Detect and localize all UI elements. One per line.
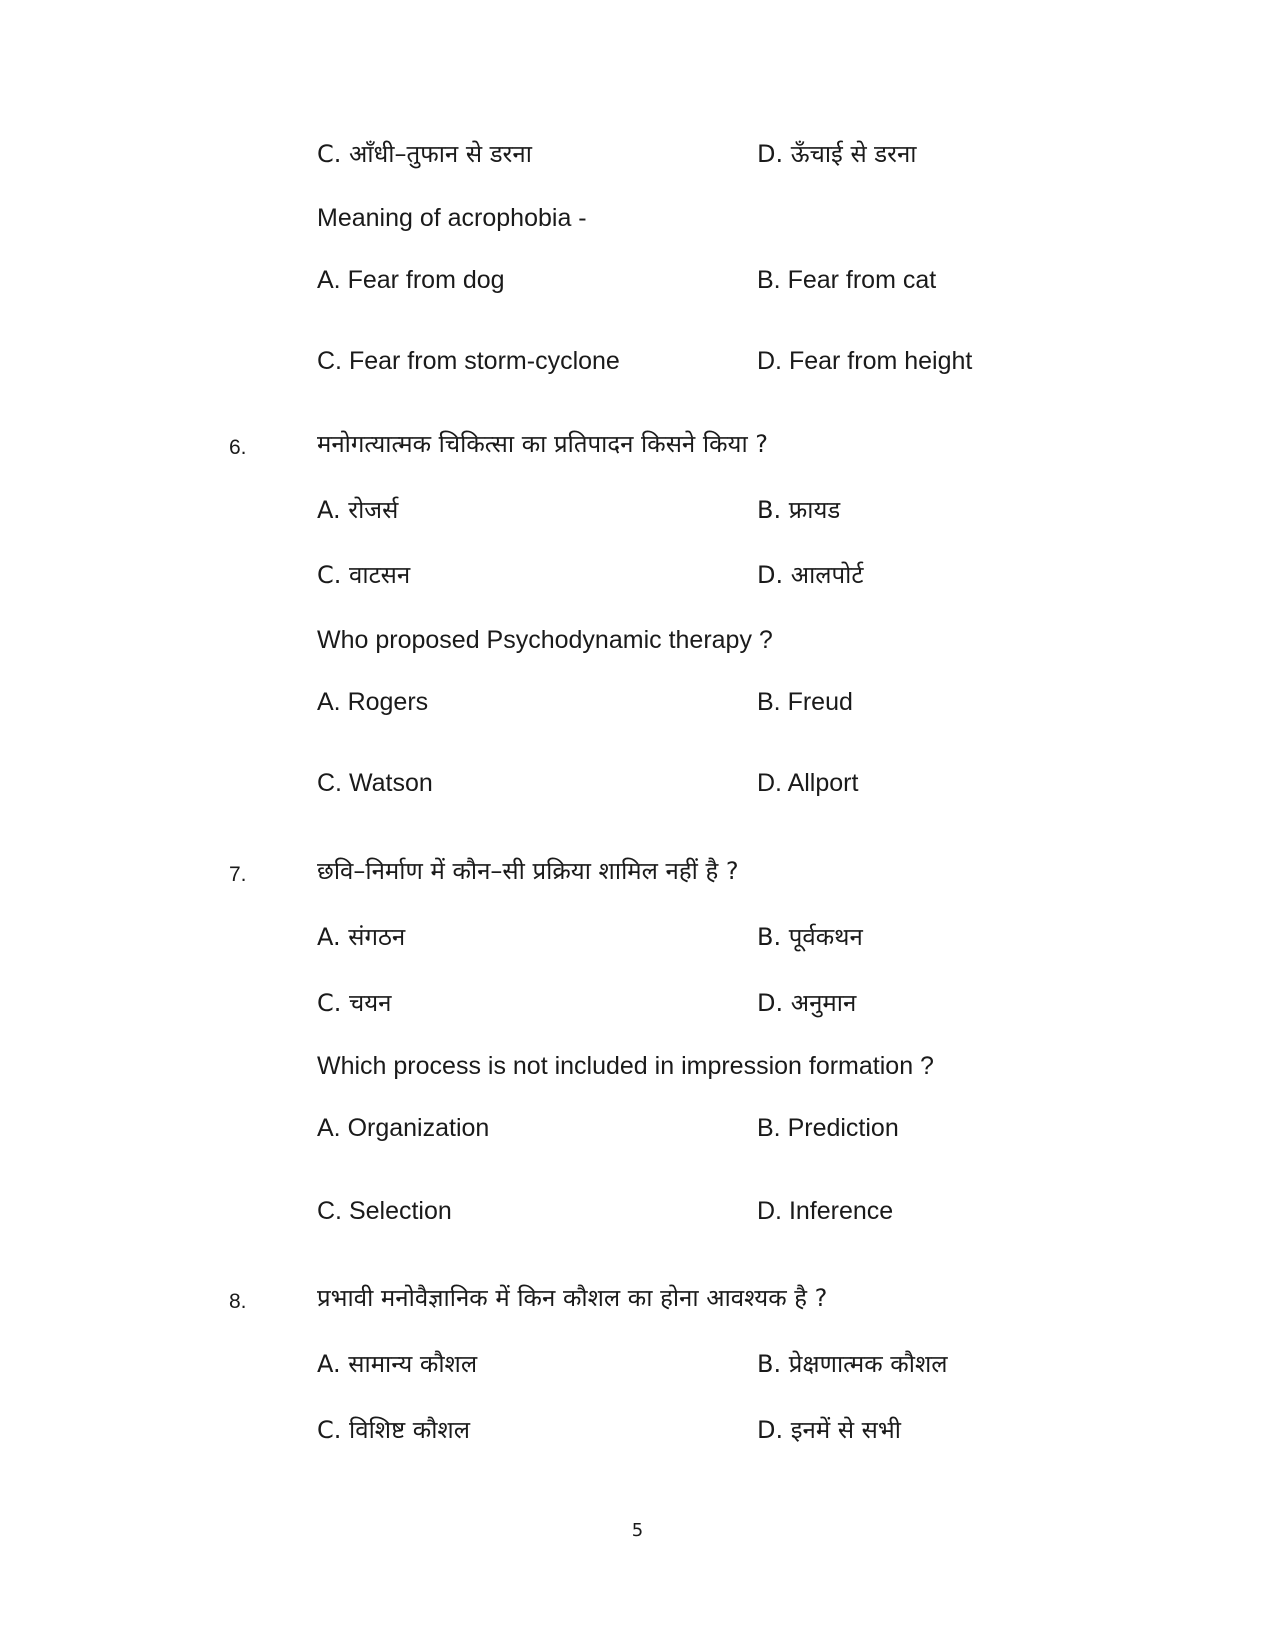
- q8-option-b-hindi: B. प्रेक्षणात्मक कौशल: [757, 1350, 948, 1378]
- q5-option-b-english: B. Fear from cat: [757, 266, 937, 294]
- q5-question-english: Meaning of acrophobia -: [317, 204, 587, 232]
- q8-option-c-hindi: C. विशिष्ट कौशल: [317, 1416, 470, 1444]
- question-7-hindi: छवि–निर्माण में कौन–सी प्रक्रिया शामिल नहीं है ?: [317, 857, 739, 885]
- q6-option-c-english: C. Watson: [317, 769, 433, 797]
- q6-option-d-english: D. Allport: [757, 769, 859, 797]
- page-number: 5: [631, 1520, 644, 1541]
- q5-option-c-hindi: C. आँधी–तुफान से डरना: [317, 140, 532, 168]
- q7-option-a-hindi: A. संगठन: [317, 923, 406, 951]
- q7-option-b-english: B. Prediction: [757, 1114, 899, 1142]
- q8-option-d-hindi: D. इनमें से सभी: [757, 1416, 901, 1444]
- q5-option-c-english: C. Fear from storm-cyclone: [317, 347, 620, 375]
- q5-option-a-english: A. Fear from dog: [317, 266, 505, 294]
- q5-option-d-english: D. Fear from height: [757, 347, 973, 375]
- question-7-number: 7.: [229, 863, 247, 886]
- q7-option-d-english: D. Inference: [757, 1197, 894, 1225]
- q7-option-b-hindi: B. पूर्वकथन: [757, 923, 863, 951]
- q7-option-c-english: C. Selection: [317, 1197, 452, 1225]
- q7-option-c-hindi: C. चयन: [317, 989, 392, 1017]
- question-6-number: 6.: [229, 436, 247, 459]
- question-6-hindi: मनोगत्यात्मक चिकित्सा का प्रतिपादन किसने किया ?: [317, 430, 769, 458]
- q6-option-b-english: B. Freud: [757, 688, 853, 716]
- q7-option-d-hindi: D. अनुमान: [757, 989, 857, 1017]
- q6-option-c-hindi: C. वाटसन: [317, 561, 411, 589]
- question-7-english: Which process is not included in impression formation ?: [317, 1052, 934, 1080]
- q5-option-d-hindi: D. ऊँचाई से डरना: [757, 140, 917, 168]
- question-8-hindi: प्रभावी मनोवैज्ञानिक में किन कौशल का होना आवश्यक है ?: [317, 1284, 828, 1312]
- q8-option-a-hindi: A. सामान्य कौशल: [317, 1350, 478, 1378]
- q7-option-a-english: A. Organization: [317, 1114, 490, 1142]
- q6-option-d-hindi: D. आलपोर्ट: [757, 561, 864, 589]
- q6-option-b-hindi: B. फ्रायड: [757, 496, 841, 524]
- question-8-number: 8.: [229, 1290, 247, 1313]
- question-6-english: Who proposed Psychodynamic therapy ?: [317, 626, 773, 654]
- q6-option-a-hindi: A. रोजर्स: [317, 496, 399, 524]
- q6-option-a-english: A. Rogers: [317, 688, 429, 716]
